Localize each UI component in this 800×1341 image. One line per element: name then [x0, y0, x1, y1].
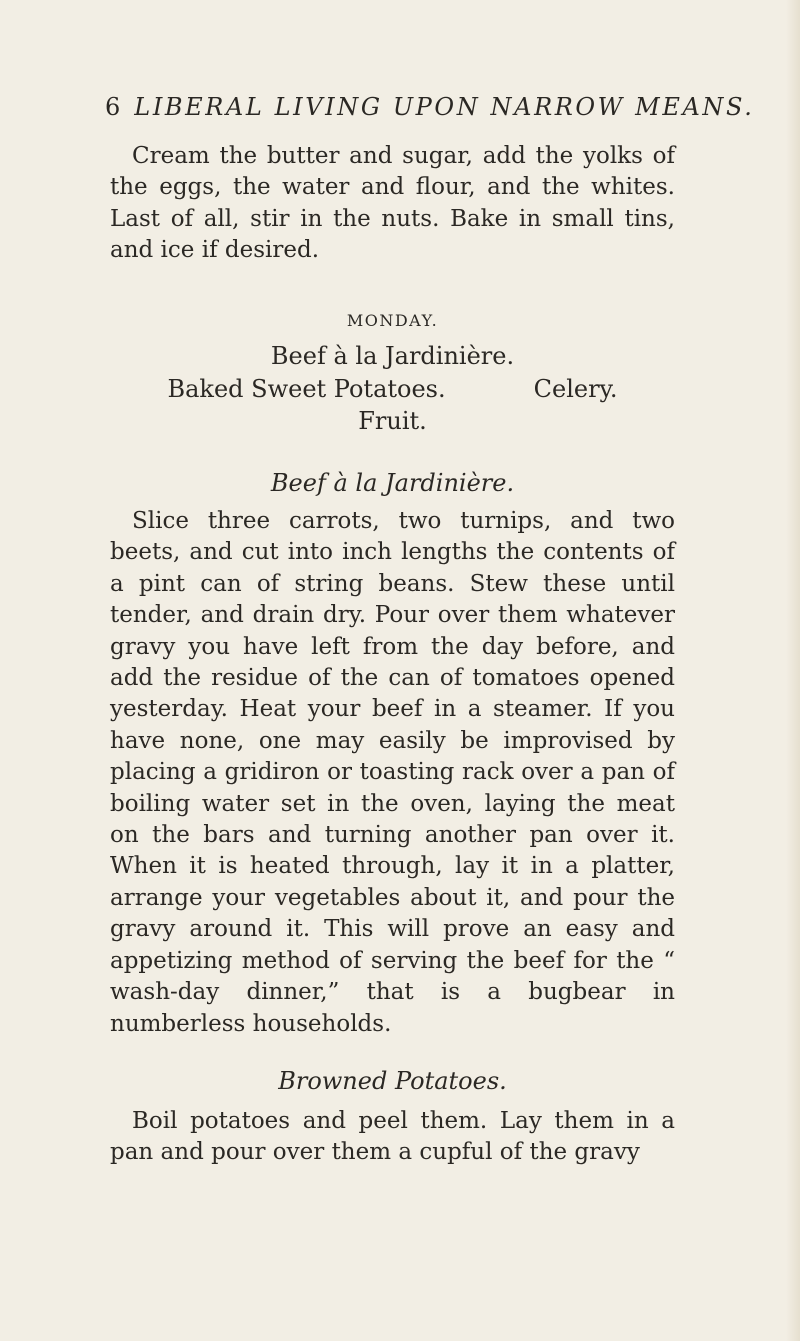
recipe-title-beef: Beef à la Jardinière.: [270, 469, 515, 497]
page-number: 6: [105, 93, 121, 121]
page-edge-shadow: [786, 0, 800, 1341]
intro-paragraph: Cream the butter and sugar, add the yolks of the eggs, the water and flour, and the whites. Last of all, stir in the nuts. Bake in small tins, and ice if desired.: [110, 143, 675, 264]
recipe-title-potatoes: Browned Potatoes.: [278, 1067, 507, 1095]
running-head: [105, 92, 755, 122]
menu-item-side-2: Celery.: [533, 375, 618, 403]
menu-item-main: Beef à la Jardinière.: [270, 342, 515, 370]
menu-item-dessert: Fruit.: [358, 407, 427, 435]
recipe-text-beef: Slice three carrots, two turnips, and two beets, and cut into inch lengths the contents of a pint can of string beans. Stew these until tender, and drain dry. Pour over them whatever gravy you have left from the day before, and add the residue of the can of tomatoes opened yesterday. Heat your beef in a steamer. If you have none, one may easily be improvised by placing a gridiron or toasting rack over a pan of boiling water set in the oven, laying the meat on the bars and turning another pan over it. When it is heated through, lay it in a platter, arrange your vegetables about it, and pour the gravy around it. This will prove an easy and appetizing method of serving the beef for the “ wash-day dinner,” that is a bugbear in numberless households.: [110, 508, 675, 1037]
menu-item-side-1: Baked Sweet Potatoes.: [167, 375, 446, 403]
recipe-text-potatoes: Boil potatoes and peel them. Lay them in a pan and pour over them a cupful of the gravy: [110, 1108, 675, 1166]
book-title: LIBERAL LIVING UPON NARROW MEANS.: [134, 93, 755, 121]
menu-day-heading: MONDAY.: [346, 311, 439, 330]
menu-line-sides: [110, 374, 675, 404]
